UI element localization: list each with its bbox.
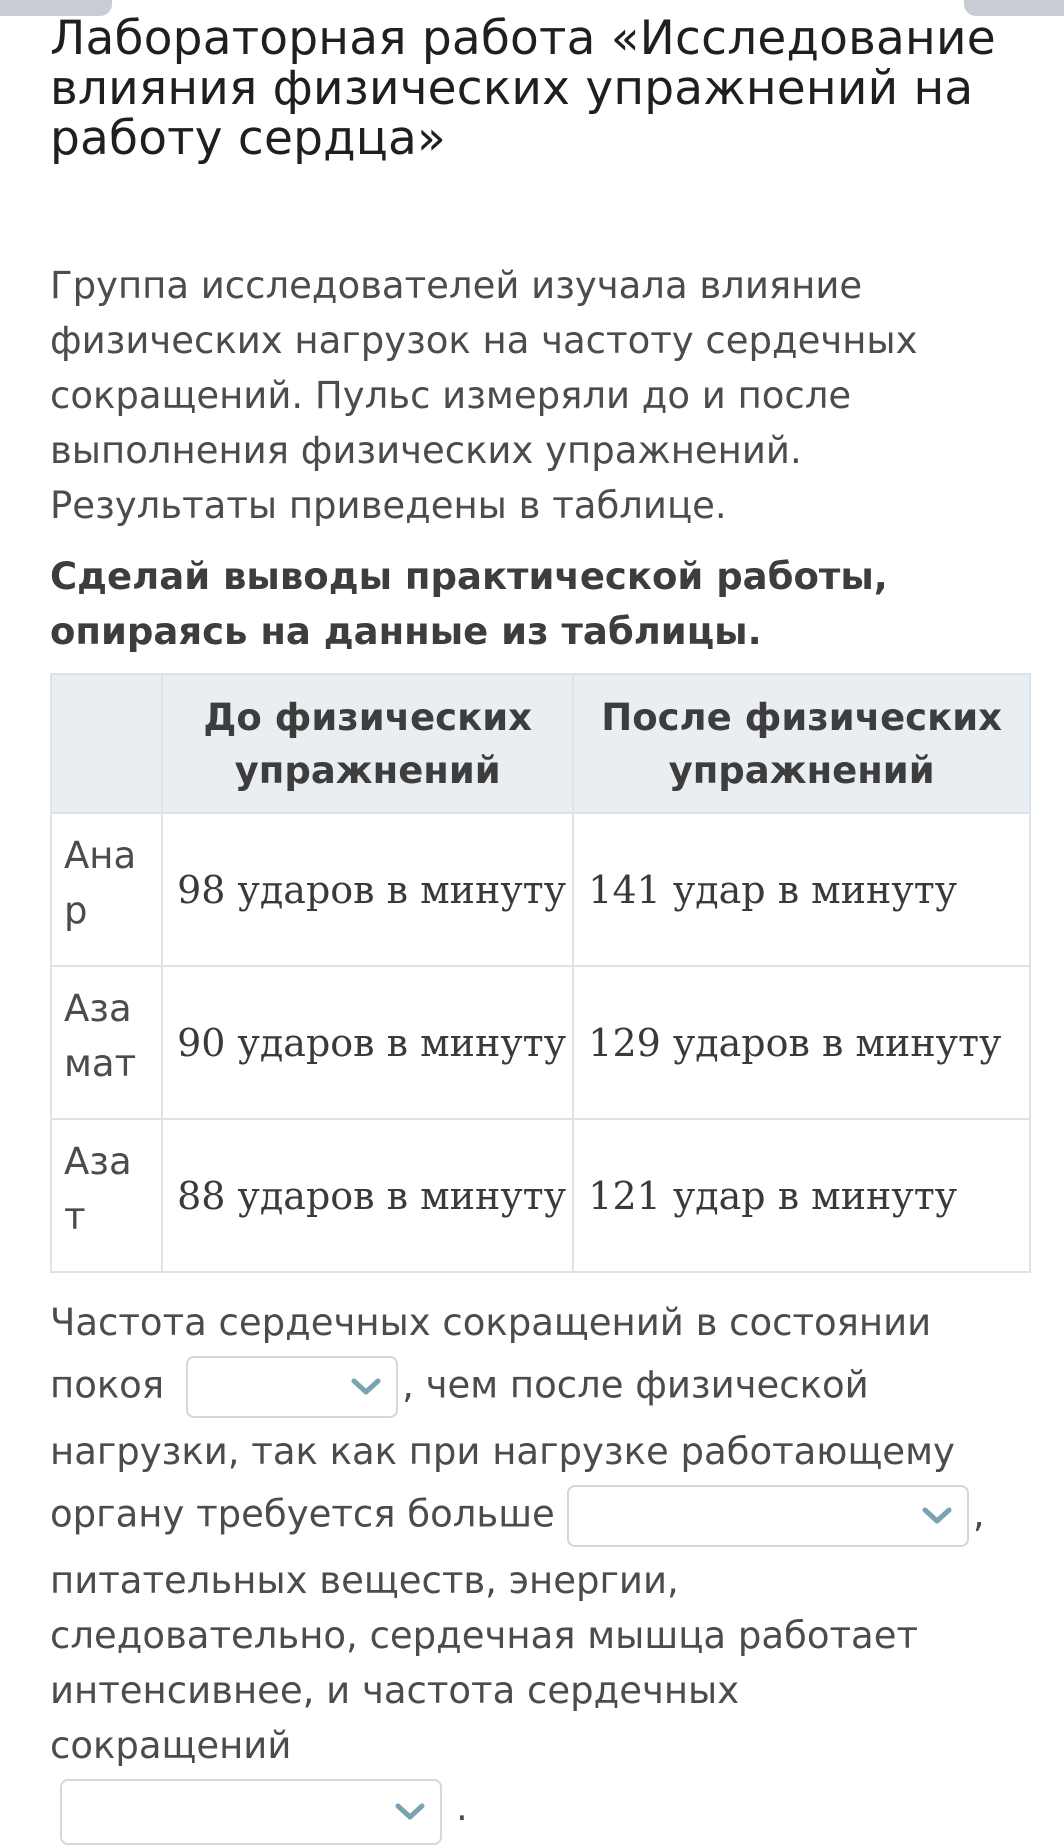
table-row <box>51 1119 1030 1272</box>
lesson-content <box>50 11 1035 1845</box>
row-name: Азамат <box>51 966 162 1119</box>
row-name: Анар <box>51 813 162 966</box>
chevron-down-icon <box>394 1802 426 1822</box>
conclusion-text-part: , чем после физической <box>402 1363 869 1407</box>
conclusion-text-part: , <box>972 1492 985 1536</box>
task-text: Сделай выводы практической работы, опираясь на данные из таблицы. <box>50 555 888 653</box>
table-header-before: До физических упражнений <box>162 674 573 813</box>
table-header-empty <box>51 674 162 813</box>
row-before: 98 ударов в минуту <box>162 813 573 966</box>
row-before: 90 ударов в минуту <box>162 966 573 1119</box>
results-table <box>50 673 1031 1273</box>
conclusion-text-part: покоя <box>50 1363 165 1407</box>
chevron-down-icon <box>350 1377 382 1397</box>
row-name: Азат <box>51 1119 162 1272</box>
table-header-after: После физических упражнений <box>573 674 1030 813</box>
answer-dropdown-3[interactable] <box>60 1779 442 1845</box>
row-before: 88 ударов в минуту <box>162 1119 573 1272</box>
row-after: 129 ударов в минуту <box>573 966 1030 1119</box>
answer-dropdown-2[interactable] <box>567 1485 969 1547</box>
conclusion-line-4 <box>50 1479 1035 1553</box>
page-title: Лабораторная работа «Исследование влияния физических упражнений на работу сердца» <box>50 11 996 166</box>
conclusion-block-5 <box>50 1553 950 1773</box>
conclusion-text-part: Частота сердечных сокращений в состоянии <box>50 1301 932 1344</box>
conclusion-line-3 <box>50 1424 1035 1479</box>
conclusion-line-1 <box>50 1295 1035 1350</box>
table-row <box>51 813 1030 966</box>
conclusion-text-part: . <box>456 1785 468 1829</box>
conclusion-text-part: органу требуется больше <box>50 1492 555 1536</box>
conclusion-line-2 <box>50 1350 1035 1424</box>
row-after: 141 удар в минуту <box>573 813 1030 966</box>
row-after: 121 удар в минуту <box>573 1119 1030 1272</box>
table-header-row <box>51 674 1030 813</box>
intro-text: Группа исследователей изучала влияние физических нагрузок на частоту сердечных сокращений. Пульс измеряли до и после выполнения физических упражнений. Результаты приведены в таблице. <box>50 264 918 527</box>
conclusion-text <box>50 1295 1035 1845</box>
conclusion-line-last <box>50 1773 1035 1845</box>
answer-dropdown-1[interactable] <box>186 1356 398 1418</box>
conclusion-text-part: питательных веществ, энергии, следовательно, сердечная мышца работает интенсивнее, и частота сердечных сокращений <box>50 1559 919 1767</box>
chevron-down-icon <box>921 1506 953 1526</box>
conclusion-text-part: нагрузки, так как при нагрузке работающему <box>50 1430 955 1473</box>
table-row <box>51 966 1030 1119</box>
